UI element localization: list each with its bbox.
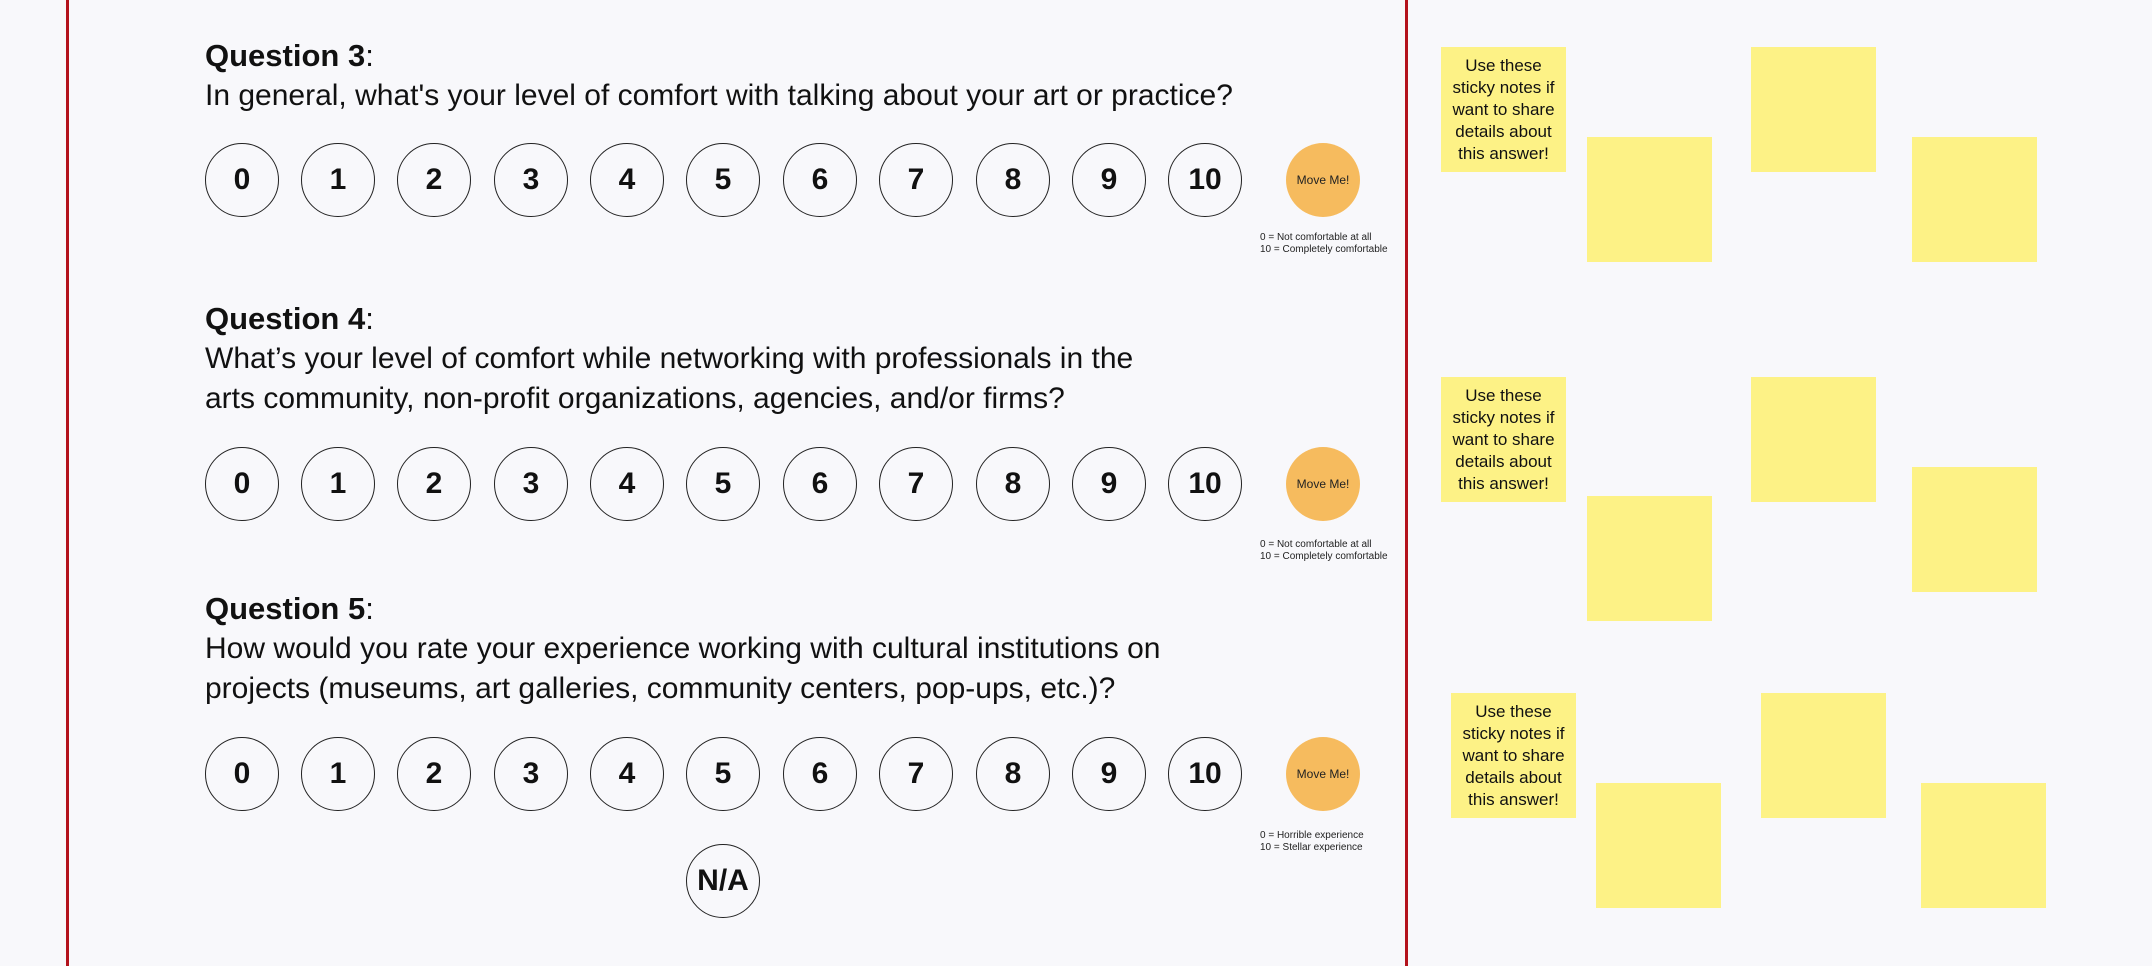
- question-4-title-bold: Question 4: [205, 301, 366, 336]
- q5-scale-option-9[interactable]: 9: [1072, 737, 1146, 811]
- question-5-title: [205, 589, 374, 629]
- q3-sticky-note-instructions[interactable]: Use these sticky notes if want to share details about this answer!: [1441, 47, 1566, 172]
- q5-scale-option-2[interactable]: 2: [397, 737, 471, 811]
- q4-sticky-note-instructions[interactable]: Use these sticky notes if want to share details about this answer!: [1441, 377, 1566, 502]
- q5-scale-option-4[interactable]: 4: [590, 737, 664, 811]
- question-5-title-bold: Question 5: [205, 591, 366, 626]
- q4-scale-option-0[interactable]: 0: [205, 447, 279, 521]
- q4-sticky-note-blank-2[interactable]: [1751, 377, 1876, 502]
- question-5-text-line-1: How would you rate your experience working with cultural institutions on: [205, 632, 1161, 665]
- q3-scale-option-7[interactable]: 7: [879, 143, 953, 217]
- q3-scale-option-9[interactable]: 9: [1072, 143, 1146, 217]
- q5-sticky-note-instructions[interactable]: Use these sticky notes if want to share details about this answer!: [1451, 693, 1576, 818]
- question-3-title: [205, 36, 374, 76]
- q4-legend-max: 10 = Completely comfortable: [1260, 551, 1388, 562]
- q5-scale-option-7[interactable]: 7: [879, 737, 953, 811]
- q3-legend: [1260, 232, 1388, 256]
- q5-scale-option-0[interactable]: 0: [205, 737, 279, 811]
- q3-scale-option-0[interactable]: 0: [205, 143, 279, 217]
- q3-scale-option-8[interactable]: 8: [976, 143, 1050, 217]
- q3-sticky-note-blank-3[interactable]: [1912, 137, 2037, 262]
- q4-scale-option-8[interactable]: 8: [976, 447, 1050, 521]
- question-4-text-line-2: arts community, non-profit organizations, agencies, and/or firms?: [205, 382, 1065, 415]
- q3-sticky-note-blank-1[interactable]: [1587, 137, 1712, 262]
- q4-scale-option-4[interactable]: 4: [590, 447, 664, 521]
- q4-scale-option-7[interactable]: 7: [879, 447, 953, 521]
- q5-scale-option-3[interactable]: 3: [494, 737, 568, 811]
- q4-scale-option-1[interactable]: 1: [301, 447, 375, 521]
- q5-scale-option-8[interactable]: 8: [976, 737, 1050, 811]
- q3-sticky-note-blank-2[interactable]: [1751, 47, 1876, 172]
- q5-legend-max: 10 = Stellar experience: [1260, 842, 1363, 853]
- q3-scale-option-1[interactable]: 1: [301, 143, 375, 217]
- question-4-title: [205, 299, 374, 339]
- q4-scale-option-9[interactable]: 9: [1072, 447, 1146, 521]
- q4-sticky-note-blank-1[interactable]: [1587, 496, 1712, 621]
- q5-scale-option-10[interactable]: 10: [1168, 737, 1242, 811]
- q4-scale-option-5[interactable]: 5: [686, 447, 760, 521]
- q5-scale-option-1[interactable]: 1: [301, 737, 375, 811]
- q4-move-me-chip[interactable]: Move Me!: [1286, 447, 1360, 521]
- question-3-title-colon: :: [365, 38, 374, 73]
- question-5-text-line-2: projects (museums, art galleries, community centers, pop-ups, etc.)?: [205, 672, 1116, 705]
- q3-legend-min: 0 = Not comfortable at all: [1260, 232, 1372, 243]
- q5-sticky-note-blank-3[interactable]: [1921, 783, 2046, 908]
- q3-scale-option-3[interactable]: 3: [494, 143, 568, 217]
- q4-scale-option-3[interactable]: 3: [494, 447, 568, 521]
- question-3-text-line-1: In general, what's your level of comfort with talking about your art or practice?: [205, 79, 1233, 112]
- question-3-title-bold: Question 3: [205, 38, 366, 73]
- q4-legend: [1260, 539, 1388, 563]
- q5-scale-option-5[interactable]: 5: [686, 737, 760, 811]
- question-4-title-colon: :: [365, 301, 374, 336]
- q5-scale-option-6[interactable]: 6: [783, 737, 857, 811]
- q4-sticky-note-blank-3[interactable]: [1912, 467, 2037, 592]
- q5-sticky-note-blank-1[interactable]: [1596, 783, 1721, 908]
- q4-scale-option-2[interactable]: 2: [397, 447, 471, 521]
- q5-legend-min: 0 = Horrible experience: [1260, 830, 1364, 841]
- question-5-title-colon: :: [365, 591, 374, 626]
- question-4-text-line-1: What’s your level of comfort while networking with professionals in the: [205, 342, 1134, 375]
- q3-scale-option-2[interactable]: 2: [397, 143, 471, 217]
- q3-scale-option-5[interactable]: 5: [686, 143, 760, 217]
- q4-scale-option-6[interactable]: 6: [783, 447, 857, 521]
- q3-scale-option-4[interactable]: 4: [590, 143, 664, 217]
- q5-na-option[interactable]: N/A: [686, 844, 760, 918]
- q4-legend-min: 0 = Not comfortable at all: [1260, 539, 1372, 550]
- q3-legend-max: 10 = Completely comfortable: [1260, 244, 1388, 255]
- q5-legend: [1260, 830, 1364, 854]
- q4-scale-option-10[interactable]: 10: [1168, 447, 1242, 521]
- q5-move-me-chip[interactable]: Move Me!: [1286, 737, 1360, 811]
- q3-move-me-chip[interactable]: Move Me!: [1286, 143, 1360, 217]
- q5-sticky-note-blank-2[interactable]: [1761, 693, 1886, 818]
- q3-scale-option-6[interactable]: 6: [783, 143, 857, 217]
- q3-scale-option-10[interactable]: 10: [1168, 143, 1242, 217]
